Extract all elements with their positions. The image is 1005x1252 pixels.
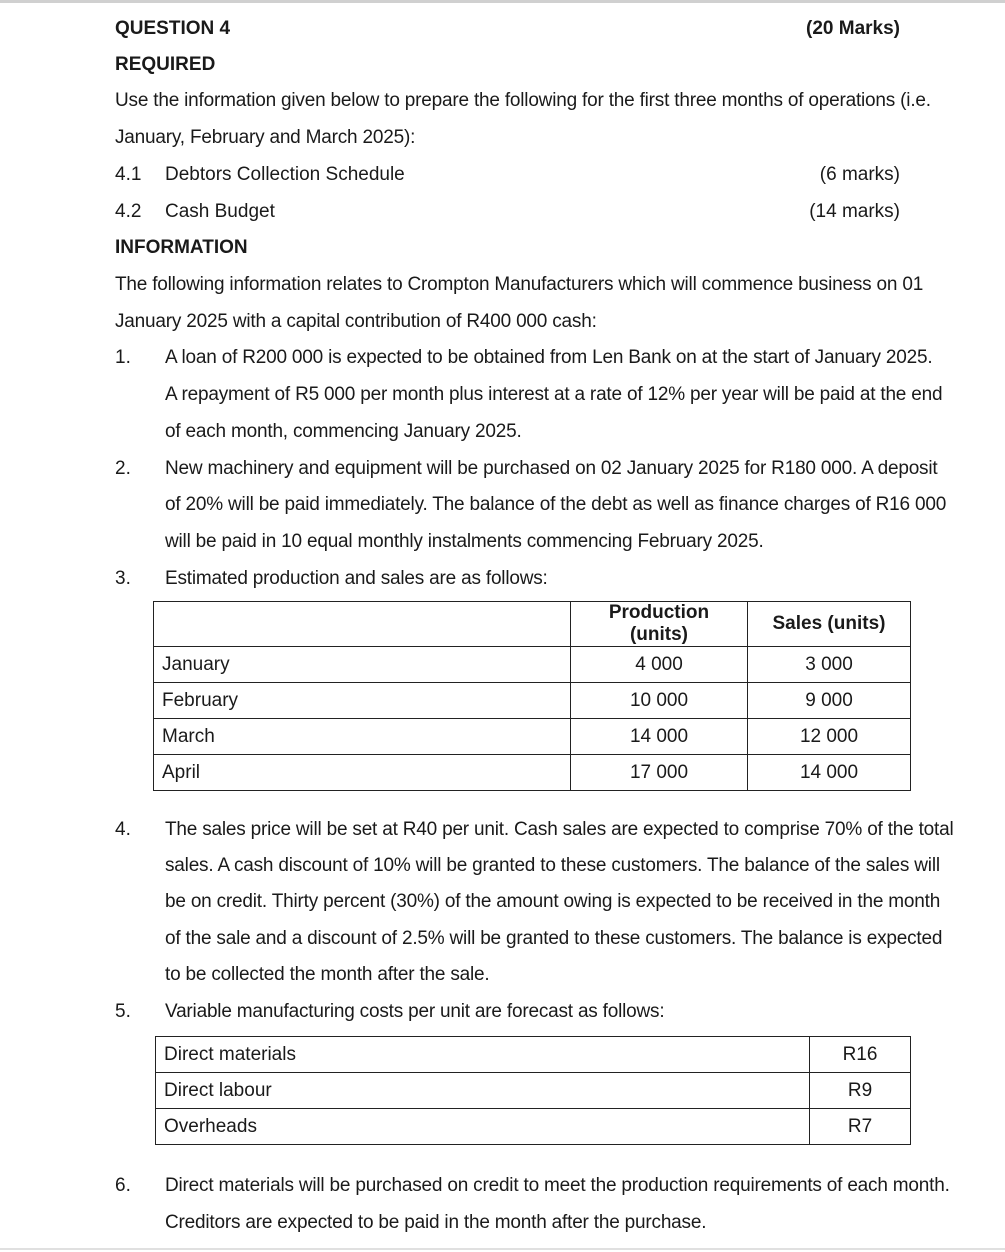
required-item-label: Cash Budget (165, 201, 275, 222)
production-sales-table (153, 601, 911, 791)
cost-value-cell: R9 (810, 1073, 911, 1109)
month-cell: March (154, 719, 571, 755)
table-row (156, 1109, 911, 1145)
point-text-line: Estimated production and sales are as follows: (165, 568, 548, 589)
point-text-line: will be paid in 10 equal monthly instalments commencing February 2025. (165, 531, 764, 552)
table-header-row (154, 602, 911, 647)
point-text-line: be on credit. Thirty percent (30%) of the amount owing is expected to be received in the month (165, 891, 941, 912)
required-item-marks: (6 marks) (819, 164, 900, 185)
point-text-line: The sales price will be set at R40 per unit. Cash sales are expected to comprise 70% of the total (165, 819, 954, 840)
point-text-line: of 20% will be paid immediately. The balance of the debt as well as finance charges of R16 000 (165, 494, 947, 515)
month-cell: February (154, 683, 571, 719)
point-text-line: of each month, commencing January 2025. (165, 421, 522, 442)
production-cell: 14 000 (571, 719, 748, 755)
required-item-num: 4.1 (115, 164, 142, 185)
table-row (154, 683, 911, 719)
point-text-line: A loan of R200 000 is expected to be obtained from Len Bank on at the start of January 2025. (165, 347, 933, 368)
bottom-border (0, 1248, 1005, 1250)
table-header-cell (154, 602, 571, 647)
cost-item-cell: Overheads (156, 1109, 810, 1145)
required-item-marks: (14 marks) (809, 201, 900, 222)
sales-cell: 3 000 (748, 647, 911, 683)
point-number: 1. (115, 347, 131, 368)
point-text-line: New machinery and equipment will be purchased on 02 January 2025 for R180 000. A deposit (165, 458, 938, 479)
sales-cell: 9 000 (748, 683, 911, 719)
information-intro-line1: The following information relates to Crompton Manufacturers which will commence business on 01 (115, 274, 924, 295)
cost-item-cell: Direct labour (156, 1073, 810, 1109)
production-cell: 4 000 (571, 647, 748, 683)
question-marks: (20 Marks) (806, 18, 900, 39)
table-row (154, 755, 911, 791)
required-intro-line1: Use the information given below to prepare the following for the first three months of operations (i.e. (115, 90, 931, 111)
point-text-line: Direct materials will be purchased on credit to meet the production requirements of each month. (165, 1175, 950, 1196)
point-text-line: to be collected the month after the sale. (165, 964, 490, 985)
required-item-num: 4.2 (115, 201, 142, 222)
information-intro-line2: January 2025 with a capital contribution of R400 000 cash: (115, 311, 597, 332)
table-row (154, 719, 911, 755)
production-cell: 10 000 (571, 683, 748, 719)
point-number: 2. (115, 458, 131, 479)
cost-value-cell: R16 (810, 1037, 911, 1073)
table-row (156, 1073, 911, 1109)
information-heading: INFORMATION (115, 237, 248, 258)
required-intro-line2: January, February and March 2025): (115, 127, 416, 148)
sales-cell: 12 000 (748, 719, 911, 755)
cost-item-cell: Direct materials (156, 1037, 810, 1073)
cost-value-cell: R7 (810, 1109, 911, 1145)
question-title: QUESTION 4 (115, 18, 231, 39)
table-header-cell: Sales (units) (748, 602, 911, 647)
point-text-line: sales. A cash discount of 10% will be granted to these customers. The balance of the sales will (165, 855, 940, 876)
table-row (154, 647, 911, 683)
point-text-line: A repayment of R5 000 per month plus interest at a rate of 12% per year will be paid at the end (165, 384, 943, 405)
point-number: 4. (115, 819, 131, 840)
point-number: 6. (115, 1175, 131, 1196)
variable-cost-table (155, 1036, 911, 1145)
required-heading: REQUIRED (115, 54, 216, 75)
month-cell: January (154, 647, 571, 683)
production-cell: 17 000 (571, 755, 748, 791)
point-text-line: Variable manufacturing costs per unit are forecast as follows: (165, 1001, 665, 1022)
point-number: 3. (115, 568, 131, 589)
point-number: 5. (115, 1001, 131, 1022)
table-row (156, 1037, 911, 1073)
required-item-label: Debtors Collection Schedule (165, 164, 405, 185)
point-text-line: Creditors are expected to be paid in the month after the purchase. (165, 1212, 707, 1233)
sales-cell: 14 000 (748, 755, 911, 791)
point-text-line: of the sale and a discount of 2.5% will be granted to these customers. The balance is expected (165, 928, 943, 949)
month-cell: April (154, 755, 571, 791)
table-header-cell: Production (units) (571, 602, 748, 647)
